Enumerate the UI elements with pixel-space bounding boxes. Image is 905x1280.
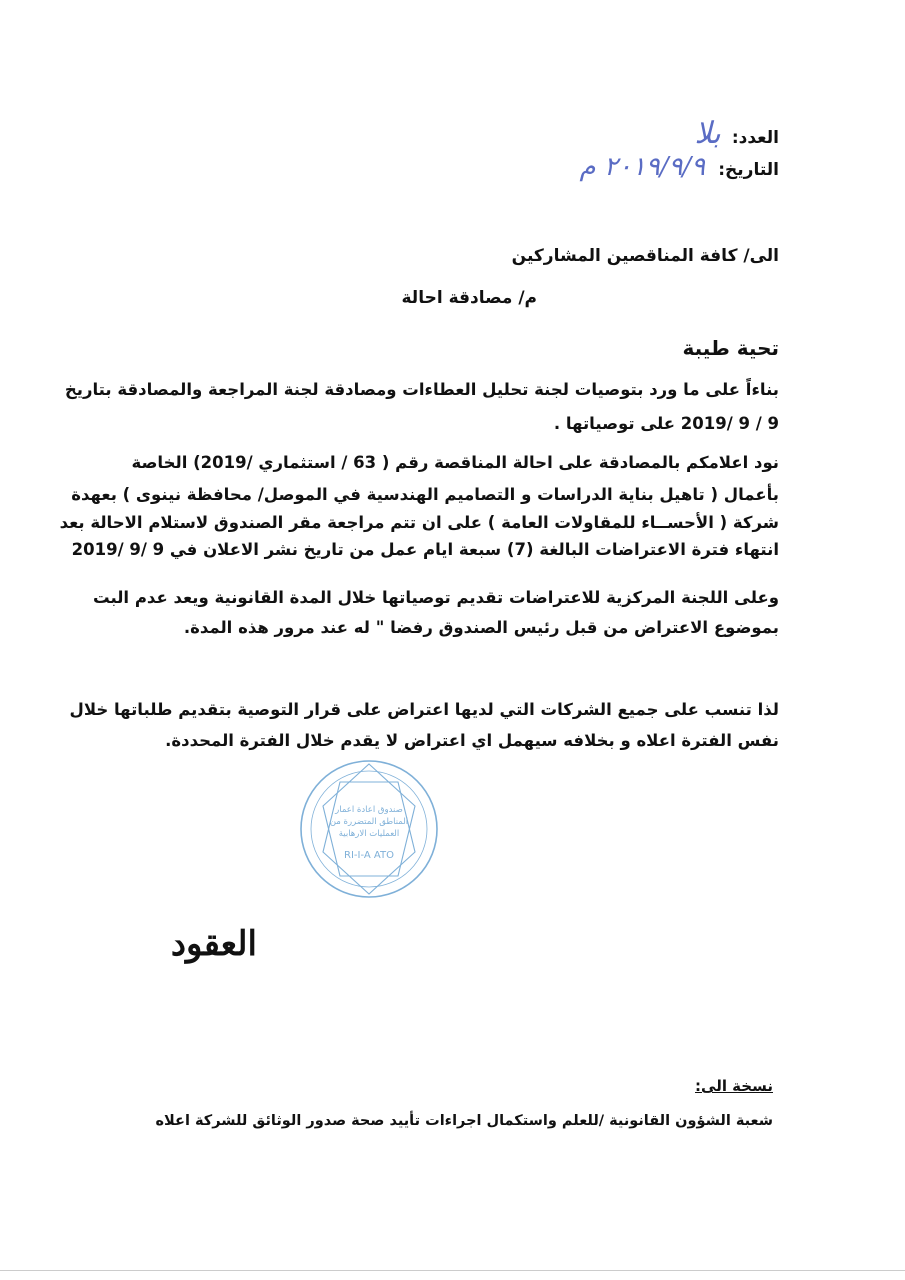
stamp-code: RI-I-A ATO <box>344 850 394 861</box>
stamp-text-line-2: المناطق المتضررة من <box>329 817 409 827</box>
subject: م/ مصادقة احالة <box>401 288 537 308</box>
page-bottom-edge <box>0 1270 905 1271</box>
stamp-text-line-1: صندوق اعادة اعمار <box>335 805 403 815</box>
paragraph-4-line-1: لذا تنسب على جميع الشركات التي لديها اعتراض على قرار التوصية بتقديم طلباتها خلال <box>69 700 779 719</box>
date-label: التاريخ: <box>718 160 779 180</box>
copy-to-line: شعبة الشؤون القانونية /للعلم واستكمال اجراءات تأييد صحة صدور الوثائق للشركة اعلاه <box>155 1113 773 1129</box>
date-value-handwritten: ٢٠١٩/٩/٩ م <box>579 152 706 182</box>
paragraph-1-line-1: بناءاً على ما ورد بتوصيات لجنة تحليل العطاءات ومصادقة لجنة المراجعة والمصادقة بتاريخ <box>64 380 779 399</box>
paragraph-2-line-2: بأعمال ( تاهيل بناية الدراسات و التصاميم الهندسية في الموصل/ محافظة نينوى ) بعهدة <box>71 485 779 504</box>
date-row <box>579 152 779 182</box>
copy-to-label: نسخة الى: <box>695 1077 773 1095</box>
stamp-text-line-3: العمليات الارهابية <box>338 829 400 839</box>
number-label: العدد: <box>731 128 779 148</box>
greeting: تحية طيبة <box>682 336 779 360</box>
signature-department: العقود <box>170 924 257 964</box>
recipient: الى/ كافة المناقصين المشاركين <box>511 246 779 266</box>
paragraph-1-line-2: 9 / 9 /2019 على توصياتها . <box>553 414 779 433</box>
paragraph-4-line-2: نفس الفترة اعلاه و بخلافه سيهمل اي اعتراض لا يقدم خلال الفترة المحددة. <box>165 731 779 750</box>
paragraph-2-line-1: نود اعلامكم بالمصادقة على احالة المناقصة رقم ( 63 / استثماري /2019) الخاصة <box>131 453 779 472</box>
paragraph-3-line-1: وعلى اللجنة المركزية للاعتراضات تقديم توصياتها خلال المدة القانونية ويعد عدم البت <box>93 588 779 607</box>
number-row <box>695 116 780 151</box>
paragraph-2-line-3: شركة ( الأحســاء للمقاولات العامة ) على ان تتم مراجعة مقر الصندوق لاستلام الاحالة بعد <box>59 513 779 532</box>
number-value-handwritten: بلا <box>694 116 721 151</box>
paragraph-2-line-4: انتهاء فترة الاعتراضات البالغة (7) سبعة ايام عمل من تاريخ نشر الاعلان في 9 /9 /2019 <box>71 540 779 559</box>
official-stamp <box>298 758 440 900</box>
paragraph-3-line-2: بموضوع الاعتراض من قبل رئيس الصندوق رفضا " له عند مرور هذه المدة. <box>183 618 779 637</box>
